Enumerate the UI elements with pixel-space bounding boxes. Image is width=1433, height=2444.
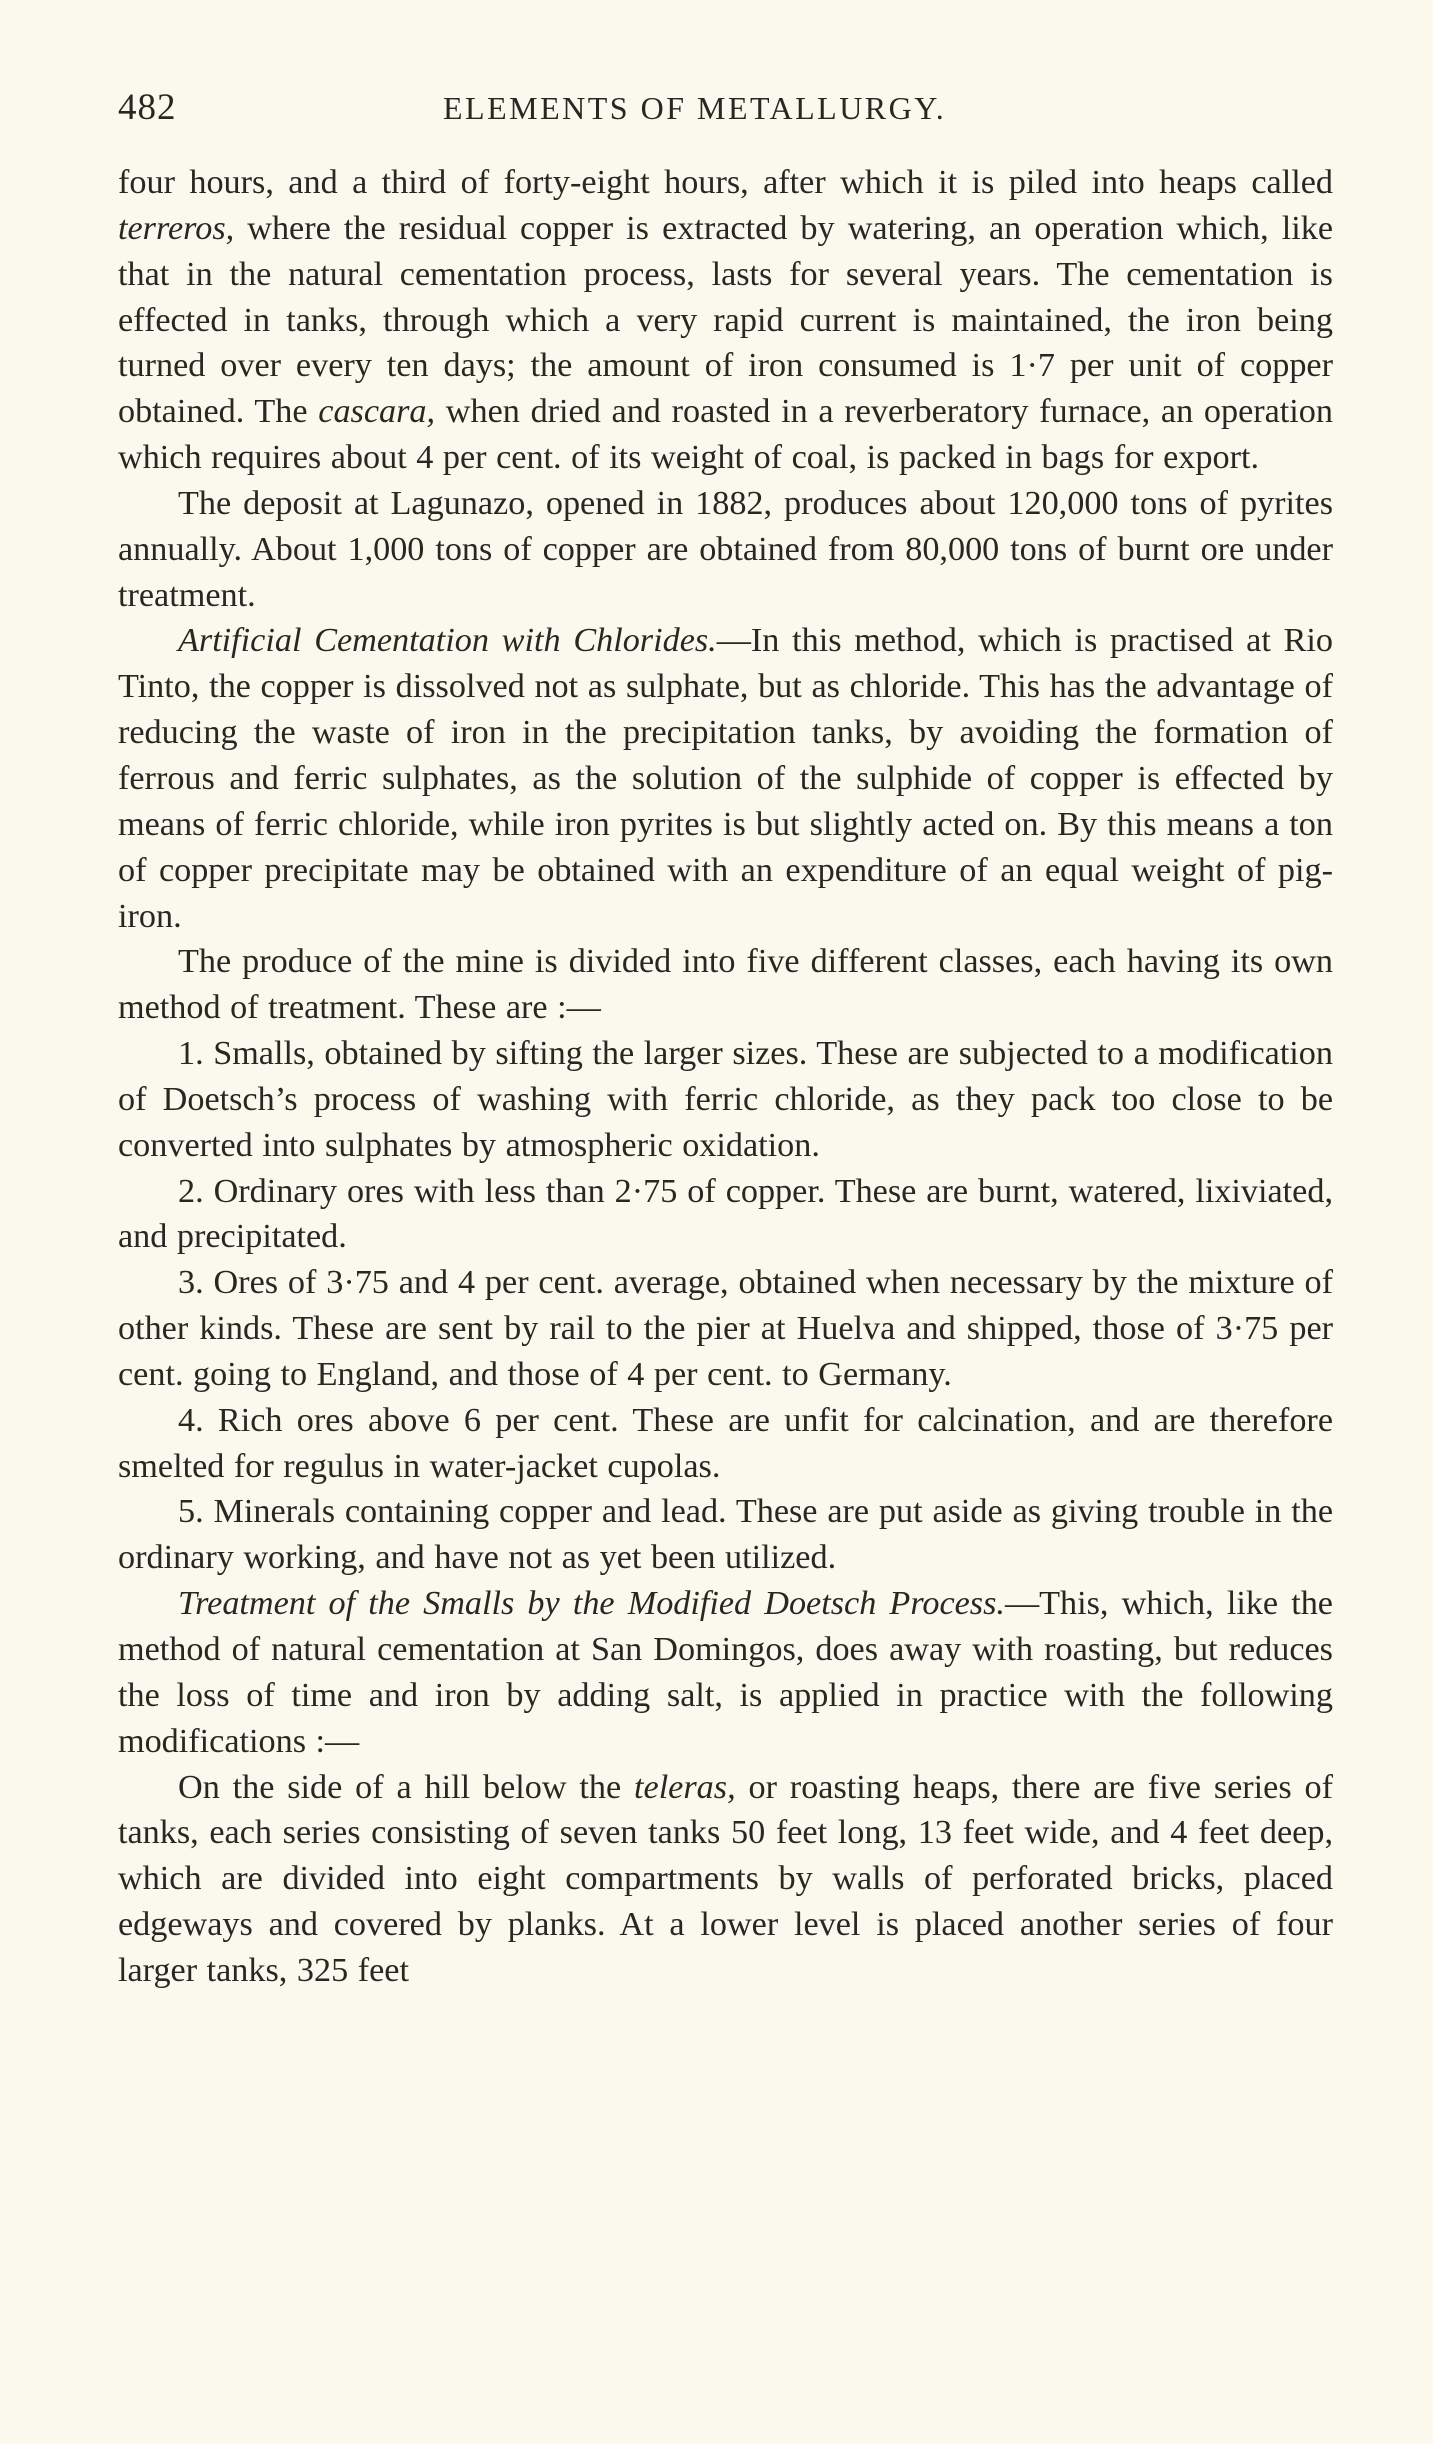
text-run: where the residual copper is extracted by watering, an operation which, like that in the natural cementation process, lasts for several years. The cementation is effected in tanks, through which a very rapid current is maintained, the iron being turned over every ten days; the amount of iron consumed is 1·7 per unit of copper obtained. The bbox=[118, 209, 1333, 431]
text-run: 5. Minerals containing copper and lead. These are put aside as giving trouble in the ordinary working, and have not as yet been utilized. bbox=[118, 1493, 1333, 1577]
italic-text-run: Artificial Cementation with Chlorides. bbox=[178, 622, 717, 660]
paragraph-lagunazo bbox=[118, 481, 1333, 619]
text-run: 3. Ores of 3·75 and 4 per cent. average, obtained when necessary by the mixture of other kinds. These are sent by rail to the pier at Huelva and shipped, those of 3·75 per cent. going to England, and those of 4 per cent. to Germany. bbox=[118, 1264, 1333, 1393]
italic-text-run: cascara, bbox=[318, 393, 436, 431]
text-run: —This, which, like the method of natural cementation at San Domingos, does away with roasting, but reduces the loss of time and iron by adding salt, is applied in practice with the following modifications :— bbox=[118, 1585, 1333, 1760]
paragraph-tanks bbox=[118, 1765, 1333, 1994]
italic-text-run: terreros, bbox=[118, 209, 235, 247]
paragraph-continued bbox=[118, 160, 1333, 481]
text-run: 2. Ordinary ores with less than 2·75 of copper. These are burnt, watered, lixiviated, and precipitated. bbox=[118, 1172, 1333, 1256]
text-run: The produce of the mine is divided into five different classes, each having its own method of treatment. These are :— bbox=[118, 943, 1333, 1027]
body-text bbox=[118, 160, 1333, 1994]
paragraph-doetsch-process bbox=[118, 1581, 1333, 1764]
paragraph-artificial-cementation bbox=[118, 618, 1333, 939]
italic-text-run: teleras, bbox=[634, 1768, 736, 1806]
list-item-ordinary-ores bbox=[118, 1169, 1333, 1261]
paragraph-classes-intro bbox=[118, 939, 1333, 1031]
list-item-average-ores bbox=[118, 1260, 1333, 1398]
text-run: On the side of a hill below the bbox=[178, 1768, 635, 1806]
text-run: or roasting heaps, there are five series of tanks, each series consisting of seven tanks 50 feet long, 13 feet wide, and 4 feet deep, which are divided into eight compartments by walls of perforated bricks, placed edgeways and covered by planks. At a lower level is placed another series of four larger tanks, 325 feet bbox=[118, 1768, 1333, 1989]
list-item-copper-lead-minerals bbox=[118, 1489, 1333, 1581]
text-run: four hours, and a third of forty-eight hours, after which it is piled into heaps called bbox=[118, 164, 1333, 201]
page-number: 482 bbox=[118, 87, 177, 128]
list-item-smalls bbox=[118, 1031, 1333, 1169]
italic-text-run: Treatment of the Smalls by the Modified Doetsch Process. bbox=[178, 1585, 1005, 1623]
list-item-rich-ores bbox=[118, 1398, 1333, 1490]
text-run: The deposit at Lagunazo, opened in 1882, produces about 120,000 tons of pyrites annually. About 1,000 tons of copper are obtained from 80,000 tons of burnt ore under treatment. bbox=[118, 484, 1333, 614]
text-run: 1. Smalls, obtained by sifting the larger sizes. These are subjected to a modification of Doetsch’s process of washing with ferric chloride, as they pack too close to be converted into sulphates by atmospheric oxidation. bbox=[118, 1035, 1333, 1164]
text-run: 4. Rich ores above 6 per cent. These are unfit for calcination, and are therefore smelted for regulus in water-jacket cupolas. bbox=[118, 1401, 1333, 1485]
running-title: ELEMENTS OF METALLURGY. bbox=[443, 90, 947, 126]
text-run: when dried and roasted in a reverberatory furnace, an operation which requires about 4 per cent. of its weight of coal, is packed in bags for export. bbox=[118, 393, 1333, 477]
running-head bbox=[118, 86, 1333, 136]
text-run: —In this method, which is practised at Rio Tinto, the copper is dissolved not as sulphate, but as chloride. This has the advantage of reducing the waste of iron in the precipitation tanks, by avoiding the formation of ferrous and ferric sulphates, as the solution of the sulphide of copper is effected by means of ferric chloride, while iron pyrites is but slightly acted on. By this means a ton of copper precipitate may be obtained with an expenditure of an equal weight of pig-iron. bbox=[118, 622, 1333, 935]
